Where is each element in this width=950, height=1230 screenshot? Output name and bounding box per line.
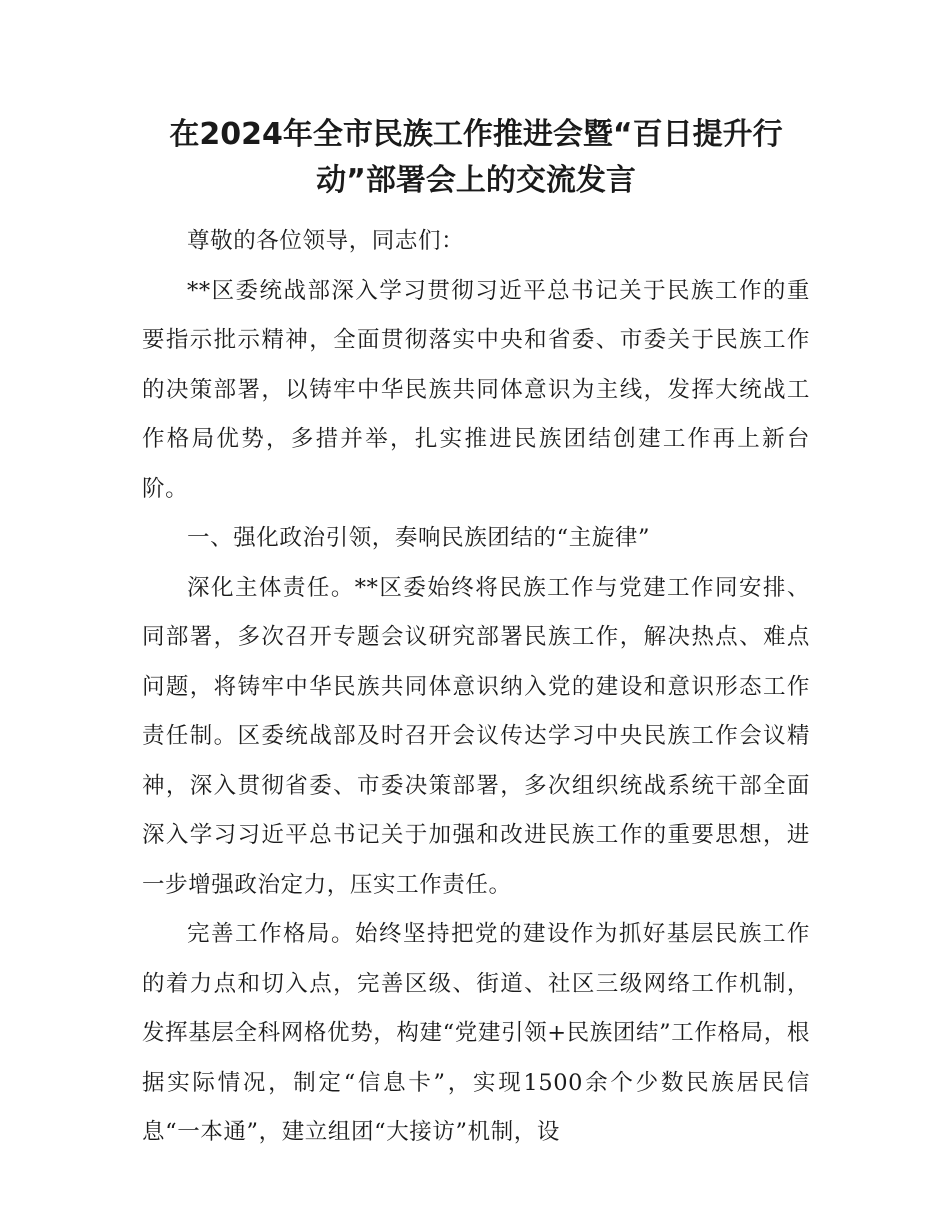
section-1-heading: 一、强化政治引领，奏响民族团结的“主旋律” — [187, 525, 651, 551]
title-line-1: 在2024年全市民族工作推进会暨“百日提升行 — [169, 117, 783, 152]
paragraph-improve-pattern: 完善工作格局。始终坚持把党的建设作为抓好基层民族工作的着力点和切入点，完善区级、街道、社区三级网络工作机制，发挥基层全科网格优势，构建“党建引领+民族团结”工作格局，根据实际情况，制定“信息卡”，实现1500余个少数民族居民信息“一本通”，建立组团“大接访”机制，设 — [142, 921, 810, 1145]
title-line-2: 动”部署会上的交流发言 — [316, 163, 636, 198]
document-title — [142, 112, 810, 204]
salutation: 尊敬的各位领导，同志们： — [187, 228, 465, 254]
intro-paragraph: **区委统战部深入学习贯彻习近平总书记关于民族工作的重要指示批示精神，全面贯彻落实中央和省委、市委关于民族工作的决策部署，以铸牢中华民族共同体意识为主线，发挥大统战工作格局优势，多措并举，扎实推进民族团结创建工作再上新台阶。 — [142, 277, 810, 502]
paragraph-deepen-responsibility: 深化主体责任。**区委始终将民族工作与党建工作同安排、同部署，多次召开专题会议研究部署民族工作，解决热点、难点问题，将铸牢中华民族共同体意识纳入党的建设和意识形态工作责任制。区委统战部及时召开会议传达学习中央民族工作会议精神，深入贯彻省委、市委决策部署，多次组织统战系统干部全面深入学习习近平总书记关于加强和改进民族工作的重要思想，进一步增强政治定力，压实工作责任。 — [142, 574, 810, 898]
document-page — [142, 0, 810, 1158]
